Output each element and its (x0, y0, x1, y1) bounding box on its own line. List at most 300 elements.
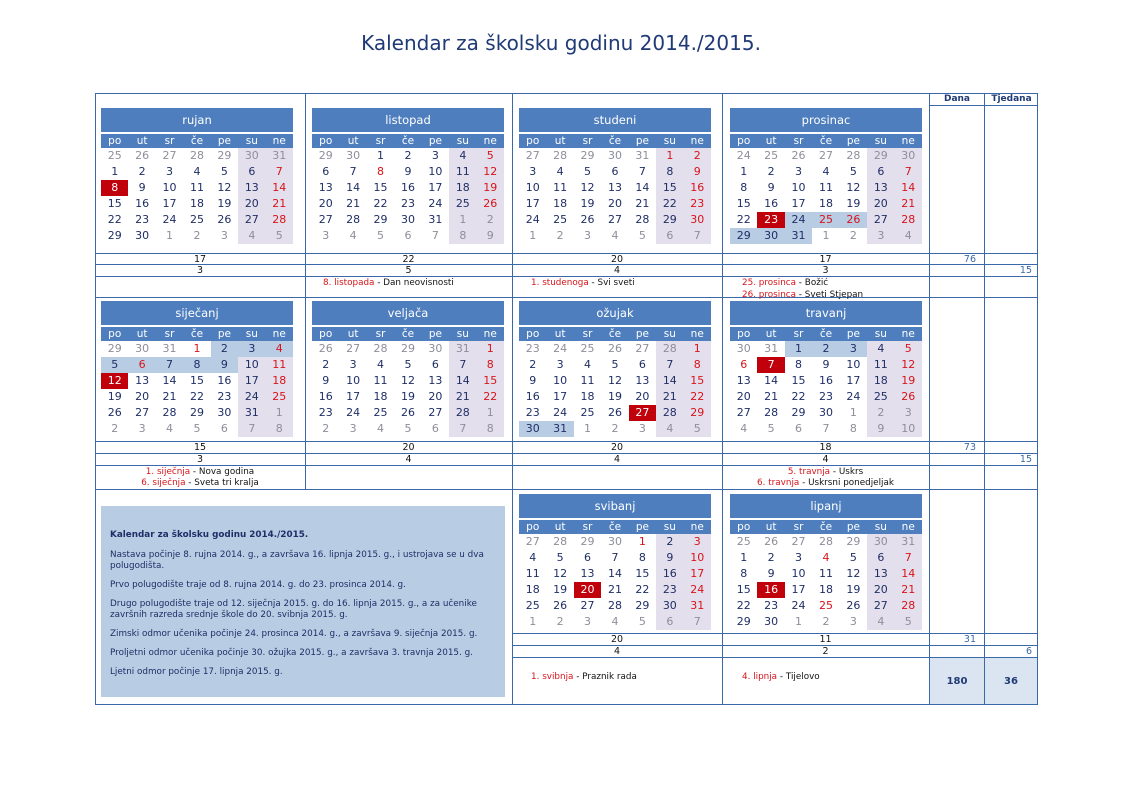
day-cell: 15 (373, 181, 388, 194)
weekday-label: pe (846, 135, 860, 147)
day-cell: 3 (220, 229, 228, 242)
day-cell: 14 (162, 374, 177, 387)
day-cell: 28 (635, 213, 650, 226)
weekday-header (101, 134, 293, 148)
day-cell: 19 (846, 583, 861, 596)
days-total-row1: 76 (963, 254, 976, 265)
day-cell: 31 (684, 598, 711, 614)
weekday-label: sr (582, 521, 593, 533)
day-cell: 22 (635, 583, 650, 596)
day-cell: 17 (791, 583, 806, 596)
day-cell: 4 (584, 358, 592, 371)
day-cell: 6 (220, 422, 228, 435)
day-cell: 26 (318, 342, 333, 355)
day-cell: 6 (656, 228, 683, 244)
day-cell: 6 (238, 164, 265, 180)
day-grid (730, 148, 922, 244)
day-cell: 14 (607, 567, 622, 580)
day-cell: 30 (217, 406, 232, 419)
divider (929, 105, 1038, 106)
day-cell: 25 (373, 406, 388, 419)
day-cell: 2 (822, 615, 830, 628)
day-cell: 14 (635, 181, 650, 194)
days-count-ozujak: 20 (610, 442, 624, 453)
day-cell: 9 (404, 165, 412, 178)
weeks-count-prosinac: 3 (822, 265, 829, 276)
day-cell: 15 (477, 373, 504, 389)
day-cell: 10 (791, 567, 806, 580)
day-cell: 29 (635, 599, 650, 612)
weekday-label: ne (901, 328, 915, 340)
holiday-note: 5. travnja - Uskrs (787, 467, 864, 477)
holiday-note: 1. studenoga - Svi sveti (531, 278, 635, 288)
weekday-label: ne (901, 135, 915, 147)
day-cell: 4 (556, 165, 564, 178)
weeks-count-veljaca: 4 (405, 454, 412, 465)
day-cell: 28 (346, 213, 361, 226)
day-cell: 23 (525, 406, 540, 419)
info-line: Prvo polugodište traje od 8. rujna 2014. g. do 23. prosinca 2014. g. (110, 580, 406, 590)
day-cell: 8 (449, 228, 476, 244)
day-cell: 14 (895, 180, 922, 196)
weekday-label: če (819, 521, 833, 533)
day-cell: 25 (189, 213, 204, 226)
day-cell: 30 (346, 149, 361, 162)
day-cell: 9 (767, 181, 775, 194)
day-cell: 29 (656, 212, 683, 228)
day-cell: 1 (529, 229, 537, 242)
holiday-note: 6. siječnja - Sveta tri kralja (141, 478, 259, 488)
day-cell: 8 (101, 180, 128, 196)
day-cell: 2 (867, 405, 894, 421)
info-line: Zimski odmor učenika počinje 24. prosinca 2014. g., a završava 9. siječnja 2015. g. (110, 629, 478, 639)
day-cell: 16 (525, 390, 540, 403)
month-title: veljača (312, 301, 504, 325)
day-cell: 21 (895, 582, 922, 598)
day-cell: 10 (238, 357, 265, 373)
day-cell: 13 (580, 567, 595, 580)
day-cell: 1 (584, 422, 592, 435)
day-cell: 9 (822, 358, 830, 371)
day-cell: 28 (818, 535, 833, 548)
weekday-label: pe (846, 328, 860, 340)
day-cell: 4 (611, 615, 619, 628)
day-cell: 20 (574, 582, 601, 598)
day-cell: 18 (580, 390, 595, 403)
month-title: svibanj (519, 494, 711, 518)
weekday-label: po (737, 521, 751, 533)
day-cell: 29 (730, 228, 757, 244)
day-cell: 25 (266, 389, 293, 405)
day-cell: 25 (449, 196, 476, 212)
day-cell: 9 (684, 164, 711, 180)
divider (305, 93, 306, 489)
day-grid (101, 341, 293, 437)
weekday-label: su (245, 135, 258, 147)
day-cell: 7 (822, 422, 830, 435)
day-cell: 23 (656, 582, 683, 598)
day-cell: 16 (684, 180, 711, 196)
day-cell: 7 (349, 165, 357, 178)
day-cell: 14 (346, 181, 361, 194)
day-cell: 3 (795, 165, 803, 178)
weekday-label: če (608, 135, 622, 147)
day-cell: 8 (795, 358, 803, 371)
day-cell: 21 (635, 197, 650, 210)
day-cell: 1 (795, 615, 803, 628)
day-cell: 27 (736, 406, 751, 419)
day-grid (312, 148, 504, 244)
day-cell: 11 (525, 567, 540, 580)
day-cell: 27 (867, 212, 894, 228)
day-cell: 5 (849, 551, 857, 564)
day-cell: 10 (791, 181, 806, 194)
day-cell: 1 (449, 212, 476, 228)
day-cell: 26 (553, 599, 568, 612)
weekday-label: po (108, 135, 122, 147)
days-count-studeni: 20 (610, 254, 624, 265)
weekday-label: pe (217, 135, 231, 147)
weekday-label: ut (554, 521, 566, 533)
day-cell: 14 (764, 374, 779, 387)
day-cell: 31 (449, 341, 476, 357)
days-grand-total: 180 (930, 658, 984, 704)
weekday-label: če (190, 135, 204, 147)
day-cell: 1 (785, 341, 812, 357)
day-cell: 6 (584, 551, 592, 564)
day-cell: 18 (449, 180, 476, 196)
day-cell: 4 (238, 228, 265, 244)
day-cell: 3 (322, 229, 330, 242)
day-cell: 18 (867, 373, 894, 389)
day-cell: 13 (607, 181, 622, 194)
day-cell: 30 (400, 213, 415, 226)
day-cell: 14 (895, 566, 922, 582)
day-cell: 19 (895, 373, 922, 389)
day-cell: 5 (767, 422, 775, 435)
holiday-note: 4. lipnja - Tijelovo (742, 672, 820, 682)
day-cell: 1 (529, 615, 537, 628)
day-cell: 1 (740, 551, 748, 564)
day-cell: 14 (449, 373, 476, 389)
day-cell: 24 (162, 213, 177, 226)
weeks-header: Tjedana (991, 94, 1032, 104)
day-cell: 11 (553, 181, 568, 194)
day-cell: 6 (867, 550, 894, 566)
weekday-label: pe (428, 328, 442, 340)
day-cell: 3 (840, 341, 867, 357)
weekday-label: su (456, 328, 469, 340)
weeks-total-row3: 6 (1025, 646, 1032, 657)
month-title: lipanj (730, 494, 922, 518)
day-cell: 1 (477, 405, 504, 421)
day-cell: 25 (553, 213, 568, 226)
weekday-header (312, 134, 504, 148)
day-cell: 17 (553, 390, 568, 403)
day-cell: 16 (318, 390, 333, 403)
day-cell: 27 (346, 342, 361, 355)
day-cell: 25 (580, 406, 595, 419)
day-cell: 27 (607, 213, 622, 226)
holiday-note: 25. prosinca - Božić (742, 278, 829, 288)
days-header: Dana (943, 94, 971, 104)
day-cell: 24 (785, 212, 812, 228)
info-line: Nastava počinje 8. rujna 2014. g., a završava 16. lipnja 2015. g., i ustrojava se u dva polugodišta. (110, 550, 484, 571)
day-cell: 30 (135, 342, 150, 355)
day-cell: 1 (166, 229, 174, 242)
day-cell: 16 (217, 374, 232, 387)
month-ozujak (519, 301, 711, 437)
day-cell: 22 (477, 389, 504, 405)
day-cell: 30 (607, 535, 622, 548)
day-cell: 8 (656, 164, 683, 180)
day-cell: 26 (107, 406, 122, 419)
day-cell: 8 (477, 421, 504, 437)
day-cell: 5 (404, 422, 412, 435)
day-cell: 30 (684, 212, 711, 228)
weekday-label: po (737, 328, 751, 340)
weeks-grand-total: 36 (985, 658, 1037, 704)
day-cell: 29 (318, 149, 333, 162)
day-cell: 7 (684, 228, 711, 244)
weekday-label: po (526, 135, 540, 147)
month-title: prosinac (730, 108, 922, 132)
day-cell: 15 (189, 374, 204, 387)
weeks-total-row1: 15 (1019, 265, 1032, 276)
day-cell: 12 (607, 374, 622, 387)
day-grid (730, 341, 922, 437)
day-cell: 9 (322, 374, 330, 387)
day-cell: 22 (373, 197, 388, 210)
day-cell: 18 (525, 583, 540, 596)
weekday-label: če (819, 328, 833, 340)
weekday-label: po (319, 135, 333, 147)
weeks-count-ozujak: 4 (613, 454, 621, 465)
weekday-label: sr (793, 521, 804, 533)
day-cell: 30 (818, 406, 833, 419)
day-cell: 2 (529, 358, 537, 371)
day-cell: 28 (764, 406, 779, 419)
day-cell: 23 (684, 196, 711, 212)
day-grid (312, 341, 504, 437)
day-cell: 26 (607, 406, 622, 419)
day-cell: 7 (895, 164, 922, 180)
day-cell: 13 (428, 374, 443, 387)
weekday-label: sr (375, 328, 386, 340)
day-cell: 12 (477, 164, 504, 180)
day-cell: 27 (818, 149, 833, 162)
divider (95, 489, 1038, 490)
month-title: studeni (519, 108, 711, 132)
day-cell: 16 (764, 197, 779, 210)
days-count-sijecanj: 15 (193, 442, 207, 453)
day-cell: 5 (584, 165, 592, 178)
day-cell: 30 (238, 148, 265, 164)
day-cell: 6 (611, 165, 619, 178)
day-cell: 6 (740, 358, 748, 371)
day-cell: 3 (638, 422, 646, 435)
day-cell: 19 (477, 180, 504, 196)
day-cell: 5 (556, 551, 564, 564)
day-cell: 2 (211, 341, 238, 357)
day-cell: 26 (135, 149, 150, 162)
day-cell: 22 (656, 196, 683, 212)
weekday-label: ut (554, 328, 566, 340)
weekday-label: su (663, 135, 676, 147)
day-cell: 3 (556, 358, 564, 371)
day-cell: 28 (895, 212, 922, 228)
day-cell: 24 (736, 149, 751, 162)
day-cell: 10 (525, 181, 540, 194)
weekday-label: ne (690, 521, 704, 533)
day-cell: 11 (449, 164, 476, 180)
day-cell: 15 (684, 373, 711, 389)
day-cell: 8 (740, 567, 748, 580)
day-cell: 30 (764, 615, 779, 628)
day-cell: 28 (553, 149, 568, 162)
day-cell: 2 (656, 534, 683, 550)
day-cell: 25 (812, 212, 839, 228)
day-cell: 21 (449, 389, 476, 405)
day-cell: 2 (812, 341, 839, 357)
day-cell: 24 (553, 406, 568, 419)
weekday-label: pe (635, 521, 649, 533)
day-cell: 28 (607, 599, 622, 612)
day-cell: 11 (266, 357, 293, 373)
day-cell: 7 (656, 357, 683, 373)
day-cell: 10 (553, 374, 568, 387)
weekday-header (519, 327, 711, 341)
divider (929, 93, 930, 705)
day-cell: 15 (791, 374, 806, 387)
day-cell: 27 (238, 212, 265, 228)
day-cell: 27 (525, 535, 540, 548)
day-cell: 7 (266, 164, 293, 180)
info-line: Ljetni odmor počinje 17. lipnja 2015. g. (110, 667, 283, 677)
day-cell: 30 (656, 598, 683, 614)
day-cell: 10 (684, 550, 711, 566)
day-cell: 5 (193, 422, 201, 435)
day-cell: 4 (867, 614, 894, 630)
day-cell: 24 (791, 599, 806, 612)
day-cell: 29 (791, 406, 806, 419)
days-count-travanj: 18 (819, 442, 832, 453)
weekday-label: pe (846, 521, 860, 533)
day-cell: 6 (867, 164, 894, 180)
day-cell: 31 (266, 148, 293, 164)
day-cell: 25 (525, 599, 540, 612)
day-cell: 19 (400, 390, 415, 403)
day-cell: 8 (377, 165, 385, 178)
day-cell: 29 (736, 615, 751, 628)
day-cell: 18 (189, 197, 204, 210)
day-cell: 5 (849, 165, 857, 178)
day-cell: 4 (822, 551, 830, 564)
day-cell: 27 (867, 598, 894, 614)
day-cell: 30 (519, 421, 546, 437)
day-cell: 31 (428, 213, 443, 226)
day-cell: 18 (553, 197, 568, 210)
day-cell: 2 (404, 149, 412, 162)
day-cell: 2 (684, 148, 711, 164)
day-cell: 5 (220, 165, 228, 178)
day-cell: 9 (529, 374, 537, 387)
day-cell: 22 (684, 389, 711, 405)
day-cell: 22 (736, 599, 751, 612)
weekday-label: po (737, 135, 751, 147)
day-cell: 6 (795, 422, 803, 435)
weekday-header (730, 520, 922, 534)
day-cell: 29 (189, 406, 204, 419)
day-cell: 12 (217, 181, 232, 194)
day-cell: 9 (211, 357, 238, 373)
day-cell: 8 (266, 421, 293, 437)
days-count-listopad: 22 (402, 254, 415, 265)
weekday-label: ne (483, 135, 497, 147)
day-cell: 3 (584, 615, 592, 628)
weekday-label: sr (164, 328, 175, 340)
day-cell: 26 (580, 213, 595, 226)
day-cell: 18 (818, 583, 833, 596)
month-travanj (730, 301, 922, 437)
day-cell: 25 (736, 535, 751, 548)
day-cell: 14 (656, 373, 683, 389)
day-cell: 3 (529, 165, 537, 178)
day-cell: 24 (346, 406, 361, 419)
day-cell: 31 (238, 405, 265, 421)
day-cell: 13 (736, 374, 751, 387)
day-cell: 20 (736, 390, 751, 403)
day-cell: 12 (400, 374, 415, 387)
day-cell: 29 (217, 149, 232, 162)
day-cell: 17 (525, 197, 540, 210)
holiday-note: 1. siječnja - Nova godina (145, 467, 255, 477)
day-cell: 23 (525, 342, 540, 355)
day-cell: 23 (400, 197, 415, 210)
day-cell: 22 (736, 213, 751, 226)
month-title: ožujak (519, 301, 711, 325)
day-cell: 12 (553, 567, 568, 580)
weekday-label: če (190, 328, 204, 340)
day-cell: 31 (162, 342, 177, 355)
day-cell: 30 (135, 229, 150, 242)
day-cell: 3 (166, 165, 174, 178)
weekday-label: ut (765, 521, 777, 533)
weekday-label: ne (690, 135, 704, 147)
day-cell: 2 (767, 551, 775, 564)
day-cell: 1 (266, 405, 293, 421)
day-cell: 15 (736, 197, 751, 210)
weekday-header (101, 327, 293, 341)
day-cell: 30 (757, 228, 784, 244)
day-cell: 7 (238, 421, 265, 437)
day-cell: 7 (156, 357, 183, 373)
day-cell: 31 (785, 228, 812, 244)
weekday-label: su (663, 521, 676, 533)
day-cell: 4 (377, 422, 385, 435)
days-count-svibanj: 20 (610, 634, 624, 645)
day-cell: 24 (428, 197, 443, 210)
weekday-label: po (526, 328, 540, 340)
day-cell: 26 (846, 599, 861, 612)
day-cell: 26 (607, 342, 622, 355)
weekday-header (519, 520, 711, 534)
day-cell: 8 (183, 357, 210, 373)
days-count-prosinac: 17 (819, 254, 832, 265)
day-cell: 1 (740, 165, 748, 178)
day-cell: 29 (684, 405, 711, 421)
day-cell: 7 (638, 165, 646, 178)
